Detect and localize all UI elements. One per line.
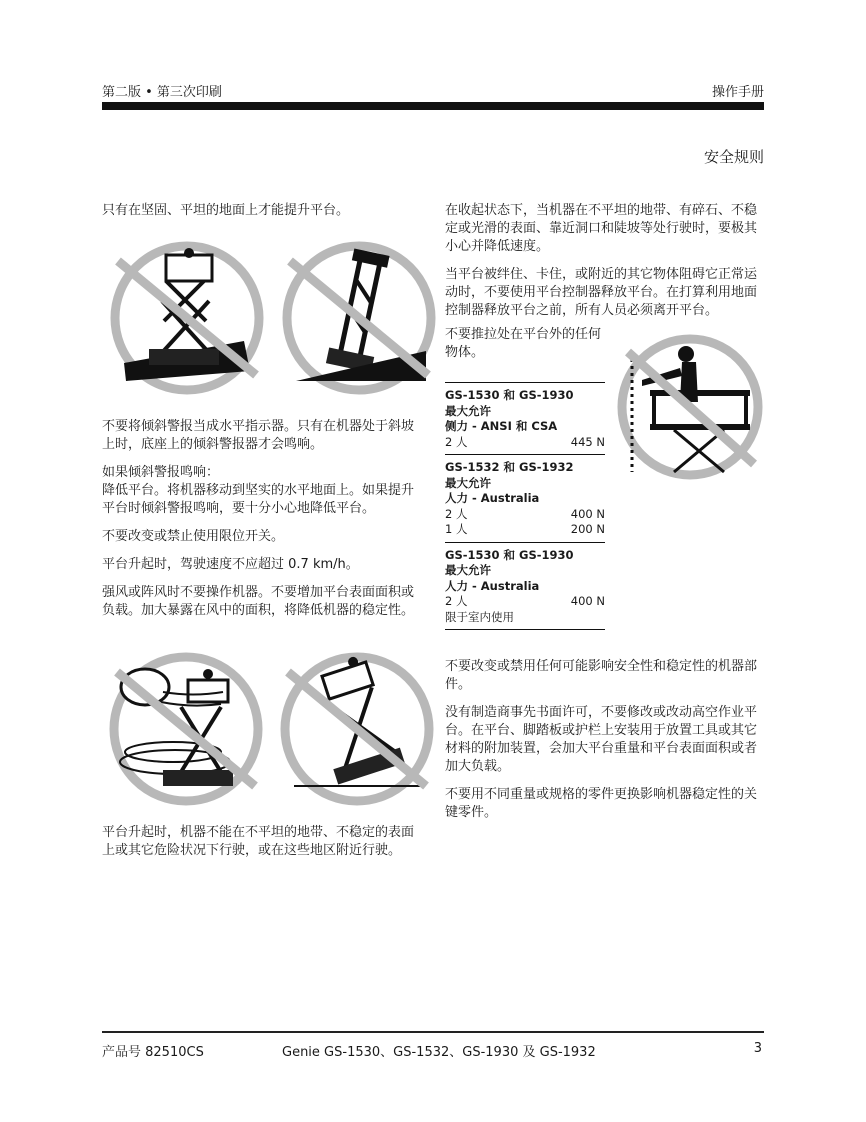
- right-paragraph-push: 不要推拉处在平台外的任何物体。: [445, 327, 602, 360]
- left-paragraphs: 不要将倾斜警报当成水平指示器。只有在机器处于斜坡上时，底座上的倾斜警报器才会鸣响。 如果倾斜警报鸣响： 降低平台。将机器移动到坚实的水平地面上。如果提升平台时倾斜警报鸣响，要十分小心地降低平台。 不要改变或禁止使用限位开关。 平台升起时，驾驶速度不应超过 0.7 km/h。 强风或阵风时不要操作机器。不要增加平台表面面积或负载。加大暴露在风中的面积，将降低机器的稳定性。: [102, 419, 415, 618]
- footer-part-number: 产品号 82510CS: [102, 1045, 204, 1060]
- left-paragraph-1: 只有在坚固、平坦的地面上才能提升平台。: [102, 203, 350, 218]
- page-number: 3: [753, 1041, 762, 1056]
- right-paragraphs-top: 在收起状态下，当机器在不平坦的地带、有碎石、不稳定或光滑的表面、靠近洞口和陡坡等处行驶时，要极其小心并降低速度。 当平台被绊住、卡住，或附近的其它物体阻碍它正常运动时，不要使用平台控制器释放平台。在打算利用地面控制器释放平台之前，所有人员必须离开平台。: [445, 203, 758, 318]
- spec-block-2: [445, 454, 605, 542]
- spec-model: GS-1532 和 GS-1932: [445, 460, 574, 474]
- spec-label: 最大允许: [445, 563, 491, 577]
- spec-note: 限于室内使用: [445, 609, 514, 624]
- section-title: 安全规则: [703, 148, 764, 166]
- spec-row: 1 人 200 N: [445, 522, 605, 536]
- spec-label: 侧力 - ANSI 和 CSA: [445, 419, 558, 433]
- header-edition: 第二版 • 第三次印刷: [102, 85, 222, 100]
- spec-label: 人力 - Australia: [445, 491, 540, 505]
- spec-label: 最大允许: [445, 403, 491, 418]
- prohibited-slope-icon: [276, 241, 442, 395]
- spec-block-1: [445, 382, 605, 454]
- spec-table: [445, 382, 605, 630]
- footer-models: Genie GS-1530、GS-1532、GS-1930 及 GS-1932: [282, 1045, 596, 1060]
- prohibited-wind-icon: [103, 652, 269, 806]
- spec-block-3: [445, 542, 605, 631]
- spec-model: GS-1530 和 GS-1930: [445, 547, 574, 562]
- spec-row: 2 人 445 N: [445, 434, 605, 449]
- header-manual-title: 操作手册: [711, 85, 764, 100]
- spec-label: 最大允许: [445, 475, 491, 490]
- header-rule: [102, 102, 764, 110]
- prohibited-uneven-ground-icon: [104, 241, 270, 395]
- footer-rule: [102, 1031, 764, 1033]
- prohibited-pushing-icon: [614, 332, 766, 482]
- left-paragraph-last: 平台升起时，机器不能在不平坦的地带、不稳定的表面上或其它危险状况下行驶，或在这些地区附近行驶。: [102, 825, 415, 858]
- spec-label: 人力 - Australia: [445, 578, 540, 593]
- prohibited-tipping-icon: [274, 652, 440, 806]
- right-paragraphs-bottom: 不要改变或禁用任何可能影响安全性和稳定性的机器部件。 没有制造商事先书面许可，不要修改或改动高空作业平台。在平台、脚踏板或护栏上安装用于放置工具或其它材料的附加装置，会加大平台重量和平台表面面积或者加大负载。 不要用不同重量或规格的零件更换影响机器稳定性的关键零件。: [445, 659, 758, 820]
- spec-row: 2 人 400 N: [445, 506, 605, 521]
- spec-model: GS-1530 和 GS-1930: [445, 388, 574, 402]
- spec-row: 2 人 400 N: [445, 594, 605, 608]
